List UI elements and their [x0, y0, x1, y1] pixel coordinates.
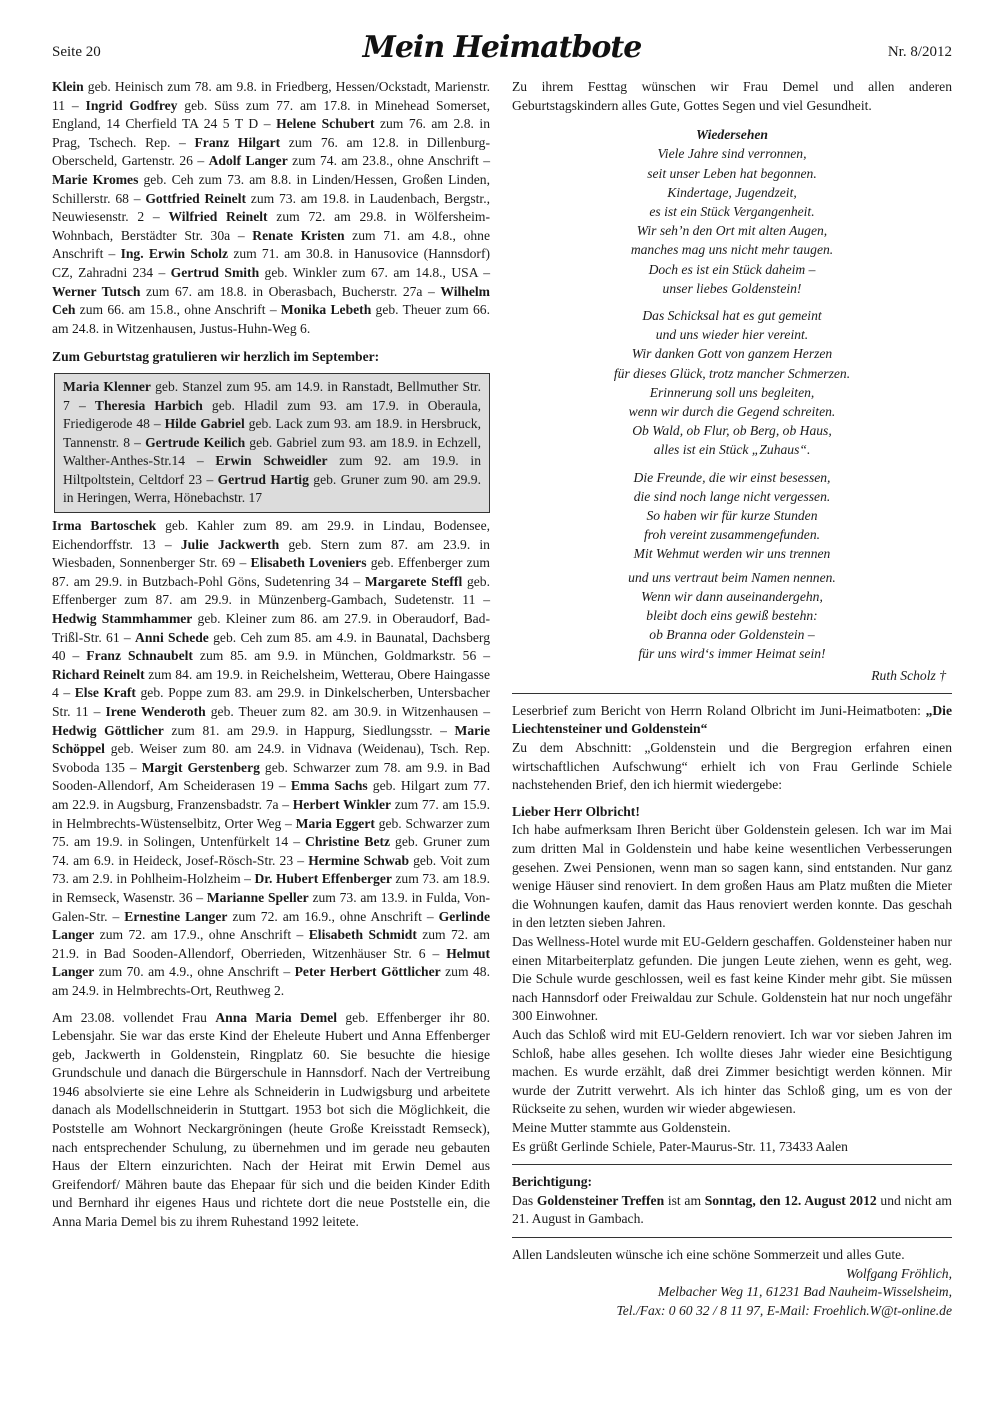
- signature-name: Wolfgang Fröhlich,: [846, 1265, 952, 1281]
- person-name: Anni Schede: [135, 629, 209, 645]
- person-name: Werner Tutsch: [52, 283, 141, 299]
- person-name: Franz Hilgart: [194, 134, 281, 150]
- person-name: Gertrud Hartig: [217, 471, 309, 487]
- september-birthdays: Irma Bartoschek geb. Kahler zum 89. am 29.9. in Lindau, Bodensee, Eichendorffstr. 13 – Julie Jackwerth geb. Stern zum 87. am 23.9. in Wiesbaden, Sonnenberger Str. 69 – Elisabeth Loveniers geb. Effenberger zum 87. am 29.9. in Butzbach-Pohl Göns, Sudetenring 34 – Margarete Steffl geb. Effenberger zum 87. am 29.9. in Münzenberg-Gambach, Sudetenstr. 11 – Hedwig Stammhammer geb. Kleiner zum 86. am 27.9. in Oberaudorf, Bad-Trißl-Str. 61 – Anni Schede geb. Ceh zum 85. am 4.9. in Baunatal, Dachsberg 40 – Franz Schnaubelt zum 85. am 9.9. in München, Goldmarkstr. 56 – Richard Reinelt zum 84. am 19.9. in Reichelsheim, Wetterau, Obere Haingasse 4 – Else Kraft geb. Poppe zum 83. am 29.9. in Dinkelscherben, Untersbacher Str. 11 – Irene Wenderoth geb. Theuer zum 82. am 30.9. in Witzenhausen – Hedwig Göttlicher zum 81. am 29.9. in Happurg, Siedlungsstr. – Marie Schöppel geb. Weiser zum 80. am 24.9. in Vidnava (Weidenau), Tsch. Rep. Svoboda 135 – Margit Gerstenberg geb. Schwarzer zum 78. am 9.9. in Bad Sooden-Allendorf, Am Scheiderasen 19 – Emma Sachs geb. Hilgart zum 77. am 22.9. in Augsburg, Franzensbadstr. 7a – Herbert Winkler zum 77. am 15.9. in Helmbrechts-Wüstenselbitz, Orter Weg – Maria Eggert geb. Schwarzer zum 75. am 19.9. in Solingen, Untenfürkelt 14 – Christine Betz geb. Gruner zum 74. am 6.9. in Heideck, Josef-Rösch-Str. 23 – Hermine Schwab geb. Voit zum 73. am 2.9. in Pohlheim-Holzheim – Dr. Hubert Effenberger zum 73. am 18.9. in Remseck, Wasenstr. 36 – Marianne Speller zum 73. am 13.9. in Fulda, Von-Galen-Str. – Ernestine Langer zum 72. am 16.9., ohne Anschrift – Gerlinde Langer zum 72. am 17.9., ohne Anschrift – Elisabeth Schmidt zum 72. am 21.9. in Bad Sooden-Allendorf, Oberrieden, Witzenhäuser Str. 6 – Helmut Langer zum 70. am 4.9., ohne Anschrift – Peter Herbert Göttlicher zum 48. am 24.9. in Helmbrechts-Ort, Reuthweg 2.: [52, 518, 491, 998]
- letter-intro-text: Leserbrief zum Bericht von Herrn Roland Olbricht im Juni-Heimatboten:: [512, 702, 926, 718]
- page-number: Seite 20: [52, 44, 101, 60]
- letter-paragraph-1: Ich habe aufmerksam Ihren Bericht über Goldenstein gelesen. Ich war im Mai zum dritten Mal in Goldenstein und habe keine wesentlichen Verbesserungen gesehen. Zwei Pensionen, wenn man so sagen kann, sind entstanden. Nur ganz wenige Häuser sind renoviert. In dem großen Haus am Platz mußten die Mieter die Wohnungen kaufen, damit das Haus renoviert werden konnte. Das geschah in den letzten sieben Jahren.: [512, 822, 952, 931]
- right-column: [512, 78, 952, 1320]
- person-name: Christine Betz: [305, 834, 391, 850]
- letter-paragraph-5: Es grüßt Gerlinde Schiele, Pater-Maurus-Str. 11, 73433 Aalen: [512, 1138, 848, 1154]
- poem-stanza-3: Die Freunde, die wir einst besessen, die sind noch lange nicht vergessen. So haben wir für kurze Stunden froh vereint zusammengefunden. Mit Wehmut werden wir uns trennen: [633, 469, 831, 562]
- signature-block: [512, 1265, 952, 1321]
- person-name: Margit Gerstenberg: [141, 759, 260, 775]
- poem-title: Wiedersehen: [696, 127, 768, 143]
- september-heading: Zum Geburtstag gratulieren wir herzlich im September:: [52, 349, 380, 365]
- person-name: Emma Sachs: [290, 778, 368, 794]
- birthday-wishes: Zu ihrem Festtag wünschen wir Frau Demel und allen anderen Geburtstagskindern alles Gute, Gottes Segen und viel Gesundheit.: [512, 79, 952, 113]
- person-name: Gerlinde Langer: [52, 908, 490, 943]
- person-name: Helmut Langer: [52, 945, 490, 980]
- closing-wishes: Allen Landsleuten wünsche ich eine schöne Sommerzeit und alles Gute.: [512, 1246, 905, 1262]
- left-column: [52, 78, 490, 1232]
- poem-author: Ruth Scholz †: [871, 667, 946, 683]
- poem-stanza-2: Das Schicksal hat es gut gemeint und uns wieder hier vereint. Wir danken Gott von ganzem Herzen für dieses Glück, trotz mancher Schmerzen. Erinnerung soll uns begleiten, wenn wir durch die Gegend schreiten. Ob Wald, ob Flur, ob Berg, ob Haus, alles ist ein Stück „Zuhaus“.: [613, 308, 851, 458]
- person-name: Hermine Schwab: [308, 852, 409, 868]
- letter-salutation: Lieber Herr Olbricht!: [512, 803, 640, 819]
- correction-event: Goldensteiner Treffen: [536, 1192, 665, 1208]
- person-name: Margarete Steffl: [364, 573, 463, 589]
- person-name: Hedwig Göttlicher: [52, 722, 164, 738]
- correction-post: und nicht am 21. August in Gambach.: [512, 1192, 952, 1227]
- person-name: Helene Schubert: [276, 116, 375, 132]
- person-name: Herbert Winkler: [292, 796, 392, 812]
- signature-address: Melbacher Weg 11, 61231 Bad Nauheim-Wisselsheim,: [657, 1284, 952, 1300]
- letter-paragraph-3: Auch das Schloß wird mit EU-Geldern renoviert. Ich war vor sieben Jahren im Schloß, habe alles gesehen. Ich wollte dieses Jahr wieder eine Besichtigung machen. Es wurde erzählt, daß drei Zimmer besichtigt werden können. Mir wurde der Zutritt verwehrt. Als ich hinter das Schloß ging, um es von der Rückseite zu sehen, wurden wir wieder abgewiesen.: [512, 1026, 952, 1117]
- correction-date: Sonntag, den 12. August 2012: [704, 1192, 877, 1208]
- person-name: Renate Kristen: [252, 227, 345, 243]
- letter-paragraph-2: Das Wellness-Hotel wurde mit EU-Geldern geschaffen. Goldensteiner haben nur einen Mitarbeiterplatz gefunden. Die jungen Leute ziehen, wenn es geht, weg. Die Schule wurde geschlossen, weil es fast keine Kinder mehr gibt. Sie müssen nach Hannsdorf oder Freiwaldau zur Schule. Goldenstein hat nur noch ungefähr 300 Einwohner.: [512, 934, 952, 1024]
- person-name: Julie Jackwerth: [180, 536, 280, 552]
- person-name: Marie Kromes: [52, 171, 139, 187]
- person-name: Maria Eggert: [295, 815, 375, 831]
- september-highlight-list: Maria Klenner geb. Stanzel zum 95. am 14.9. in Ranstadt, Bellmuther Str. 7 – Theresia Harbich geb. Hladil zum 93. am 17.9. in Oberaula, Friedigerode 48 – Hilde Gabriel geb. Lack zum 93. am 18.9. in Hersbruck, Tannenstr. 8 – Gertrude Keilich geb. Gabriel zum 93. am 18.9. in Echzell, Walther-Anthes-Str.14 – Erwin Schweidler zum 92. am 19.9. in Hiltpoltstein, Celtdorf 23 – Gertrud Hartig geb. Gruner zum 90. am 29.9. in Heringen, Werra, Hönebachstr. 17: [63, 378, 482, 506]
- person-name: Ing. Erwin Scholz: [120, 246, 229, 262]
- person-name: Irma Bartoschek: [52, 518, 157, 534]
- person-name: Franz Schnaubelt: [86, 648, 193, 664]
- person-name: Dr. Hubert Effenberger: [254, 871, 392, 887]
- person-name: Gertrud Smith: [170, 264, 260, 280]
- person-name: Hilde Gabriel: [164, 416, 245, 432]
- person-name: Marie Schöppel: [52, 722, 490, 757]
- person-name: Irene Wenderoth: [105, 704, 206, 719]
- person-name: Hedwig Stammhammer: [52, 611, 193, 627]
- poem: [512, 125, 952, 685]
- poem-stanza-1: Viele Jahre sind verronnen, seit unser Leben hat begonnen. Kindertage, Jugendzeit, es ist ein Stück Vergangenheit. Wir seh’n den Ort mit alten Augen, manches mag uns nicht mehr taugen. Doch es ist ein Stück daheim – unser liebes Goldenstein!: [630, 146, 834, 296]
- person-name: Gertrude Keilich: [145, 434, 246, 450]
- letter-paragraph-4: Meine Mutter stammte aus Goldenstein.: [512, 1119, 731, 1135]
- person-name: Klein: [52, 79, 84, 94]
- person-name: Elisabeth Schmidt: [308, 927, 417, 943]
- letter-intro: [512, 702, 952, 739]
- demel-article: Am 23.08. vollendet Frau Anna Maria Demel geb. Effenberger ihr 80. Lebensjahr. Sie war das erste Kind der Eheleute Hubert und Anna Effenberger geb, Jackwerth in Goldenstein, Ringplatz 60. Sie besuchte die hiesige Grundschule und danach die Bürgerschule in Hannsdorf. Nach der Vertreibung 1946 absolvierte sie eine Lehre als Schneiderin in Ludwigsburg und arbeitete danach als Modellschneiderin in Stuttgart. 1953 bot sich die Möglichkeit, die Poststelle am Wohnort Neckargröningen (heute Große Kreisstadt Remseck), nach entsprechender Schulung, zu übernehmen und im gerade neu gebauten Haus der Eltern einzurichten. Nach der Heirat mit Erwin Demel aus Greifendorf/ Mähren baute das Ehepaar für sich und die beiden Kinder Edith und Bernhard ihr eigenes Haus und richtete dort die neue Poststelle ein, die Anna Maria Demel bis zu ihrem Ruhestand 1992 leitete.: [52, 1009, 490, 1230]
- correction-text: [512, 1192, 952, 1229]
- issue-number: Nr. 8/2012: [887, 44, 952, 60]
- person-name: Ernestine Langer: [124, 908, 228, 924]
- person-name: Ingrid Godfrey: [85, 97, 178, 113]
- person-name: Elisabeth Loveniers: [250, 555, 367, 571]
- person-name: Richard Reinelt: [52, 666, 145, 682]
- person-name: Marianne Speller: [206, 889, 309, 905]
- person-name: Wilhelm Ceh: [52, 283, 491, 318]
- letter-intro-title: „Die Liechtensteiner und Goldenstein“: [512, 702, 952, 737]
- person-name: Else Kraft: [74, 685, 136, 701]
- divider: [512, 1164, 952, 1165]
- masthead-title: Mein Heimatbote: [362, 30, 642, 65]
- person-name: Peter Herbert Göttlicher: [294, 964, 441, 980]
- august-birthdays-continued: Klein geb. Heinisch zum 78. am 9.8. in Friedberg, Hessen/Ockstadt, Marienstr. 11 – Ingrid Godfrey geb. Süss zum 77. am 17.8. in Minehead Somerset, England, 14 Cherfield TA 24 5 T D – Helene Schubert zum 76. am 2.8. in Prag, Tschech. Rep. – Franz Hilgart zum 76. am 12.8. in Dillenburg-Oberscheld, Gartenstr. 26 – Adolf Langer zum 74. am 23.8., ohne Anschrift – Marie Kromes geb. Ceh zum 73. am 8.8. in Linden/Hessen, Großen Linden, Schillerstr. 68 – Gottfried Reinelt zum 73. am 19.8. in Laudenbach, Bergstr., Neuwiesenstr. 2 – Wilfried Reinelt zum 72. am 29.8. in Wölfersheim-Wohnbach, Berstädter Str. 30a – Renate Kristen zum 71. am 4.8., ohne Anschrift – Ing. Erwin Scholz zum 71. am 30.8. in Hanusovice (Hannsdorf) CZ, Zahradni 234 – Gertrud Smith geb. Winkler zum 67. am 14.8., USA – Werner Tutsch zum 67. am 18.8. in Oberasbach, Bucherstr. 27a – Wilhelm Ceh zum 66. am 15.8., ohne Anschrift – Monika Lebeth geb. Theuer zum 66. am 24.8. in Witzenhausen, Justus-Huhn-Weg 6.: [52, 79, 491, 336]
- correction-pre: Das: [512, 1192, 537, 1208]
- poem-stanza-4: und uns vertraut beim Namen nennen. Wenn wir dann auseinandergehn, bleibt doch eins gewiß bestehn: ob Branna oder Goldenstein – für uns wird‘s immer Heimat sein!: [628, 569, 836, 662]
- letter-context: Zu dem Abschnitt: „Goldenstein und die Bergregion erfahren einen wirtschaftlichen Aufschwung“ erhielt ich von Frau Gerlinde Schiele nachstehenden Brief, den ich hiermit wiedergebe:: [512, 740, 952, 793]
- person-name: Monika Lebeth: [280, 302, 372, 318]
- person-name: Maria Klenner: [63, 378, 151, 394]
- person-name: Erwin Schweidler: [215, 453, 328, 469]
- divider: [512, 1237, 952, 1238]
- divider: [512, 693, 952, 694]
- person-name: Anna Maria Demel: [215, 1009, 338, 1025]
- person-name: Theresia Harbich: [94, 397, 203, 413]
- signature-contact: Tel./Fax: 0 60 32 / 8 11 97, E-Mail: Froehlich.W@t-online.de: [616, 1302, 952, 1318]
- september-highlight-box: [54, 373, 490, 513]
- page-header: [52, 30, 952, 70]
- person-name: Wilfried Reinelt: [168, 209, 268, 225]
- person-name: Adolf Langer: [208, 153, 288, 169]
- correction-mid: ist am: [664, 1192, 705, 1208]
- correction-heading: Berichtigung:: [512, 1174, 593, 1190]
- person-name: Gottfried Reinelt: [145, 190, 246, 206]
